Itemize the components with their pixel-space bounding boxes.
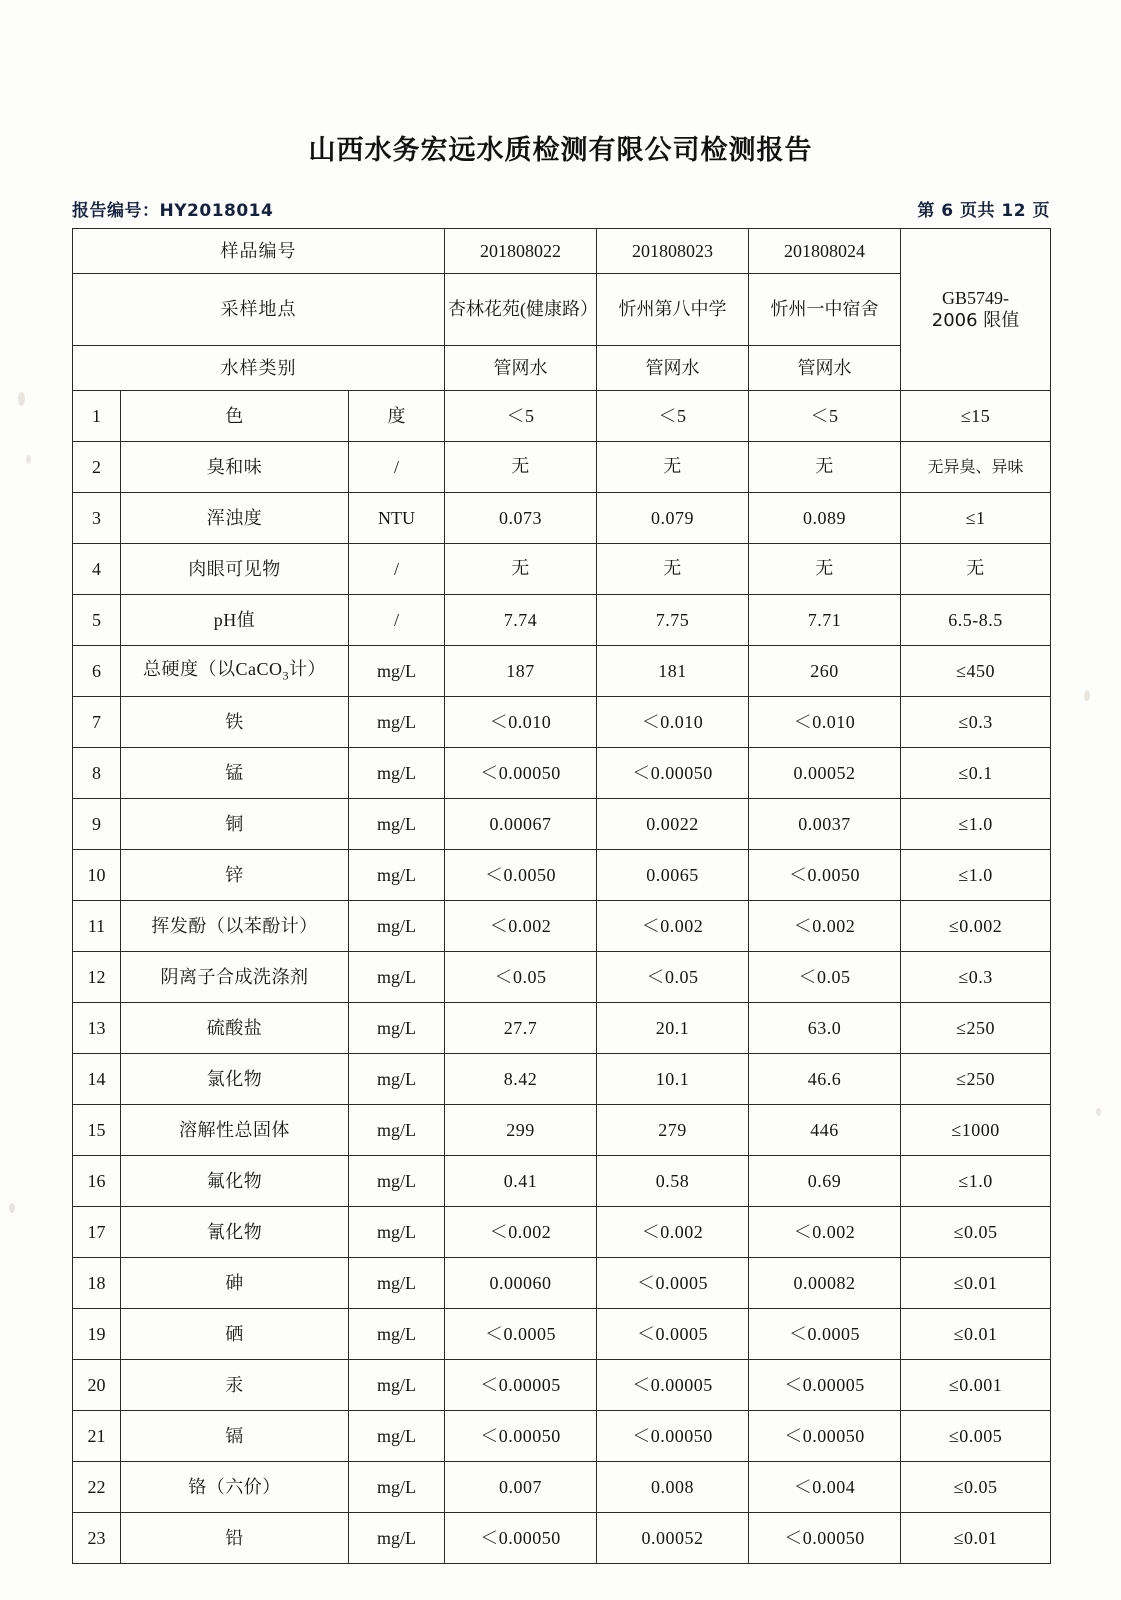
limit-value: ≤0.001: [901, 1360, 1051, 1411]
parameter-name: 铅: [121, 1513, 349, 1564]
value-sample-1: ＜0.002: [445, 901, 597, 952]
value-sample-1: ＜0.0050: [445, 850, 597, 901]
standard-limit-line1: GB5749-: [942, 288, 1010, 308]
limit-value: ≤0.1: [901, 748, 1051, 799]
limit-value: 无: [901, 544, 1051, 595]
header-label-water-type: 水样类别: [73, 346, 445, 391]
value-sample-3: 446: [749, 1105, 901, 1156]
unit: mg/L: [349, 646, 445, 697]
value-sample-3: 46.6: [749, 1054, 901, 1105]
value-sample-1: 8.42: [445, 1054, 597, 1105]
value-sample-2: 10.1: [597, 1054, 749, 1105]
value-sample-2: 无: [597, 442, 749, 493]
limit-value: ≤450: [901, 646, 1051, 697]
value-sample-3: ＜0.00005: [749, 1360, 901, 1411]
limit-value: ≤1000: [901, 1105, 1051, 1156]
value-sample-1: 187: [445, 646, 597, 697]
parameter-name: 色: [121, 391, 349, 442]
value-sample-2: 0.008: [597, 1462, 749, 1513]
table-row: [73, 952, 1051, 1003]
value-sample-3: 0.69: [749, 1156, 901, 1207]
row-index: 5: [73, 595, 121, 646]
parameter-name: 挥发酚（以苯酚计）: [121, 901, 349, 952]
value-sample-2: ＜0.002: [597, 1207, 749, 1258]
site-2: 忻州第八中学: [597, 274, 749, 346]
parameter-name: 锰: [121, 748, 349, 799]
table-row: [73, 391, 1051, 442]
table-row: [73, 1105, 1051, 1156]
row-index: 2: [73, 442, 121, 493]
table-row: [73, 901, 1051, 952]
parameter-name: pH值: [121, 595, 349, 646]
value-sample-2: ＜0.010: [597, 697, 749, 748]
value-sample-2: 7.75: [597, 595, 749, 646]
value-sample-1: 0.00067: [445, 799, 597, 850]
value-sample-1: 无: [445, 544, 597, 595]
unit: mg/L: [349, 1207, 445, 1258]
limit-value: ≤1: [901, 493, 1051, 544]
value-sample-1: ＜5: [445, 391, 597, 442]
parameter-name: 阴离子合成洗涤剂: [121, 952, 349, 1003]
standard-limit-header: [901, 229, 1051, 391]
limit-value: ≤0.01: [901, 1309, 1051, 1360]
limit-value: ≤1.0: [901, 799, 1051, 850]
parameter-name: 硒: [121, 1309, 349, 1360]
unit: /: [349, 544, 445, 595]
row-index: 8: [73, 748, 121, 799]
value-sample-3: ＜5: [749, 391, 901, 442]
value-sample-3: ＜0.002: [749, 901, 901, 952]
value-sample-1: ＜0.00050: [445, 1411, 597, 1462]
value-sample-2: ＜5: [597, 391, 749, 442]
value-sample-3: ＜0.010: [749, 697, 901, 748]
unit: NTU: [349, 493, 445, 544]
row-index: 15: [73, 1105, 121, 1156]
row-index: 22: [73, 1462, 121, 1513]
row-index: 6: [73, 646, 121, 697]
limit-value: ≤0.01: [901, 1258, 1051, 1309]
value-sample-1: 0.41: [445, 1156, 597, 1207]
row-index: 12: [73, 952, 121, 1003]
unit: mg/L: [349, 1411, 445, 1462]
scan-speck: [9, 1203, 15, 1213]
row-index: 19: [73, 1309, 121, 1360]
value-sample-3: ＜0.002: [749, 1207, 901, 1258]
unit: mg/L: [349, 799, 445, 850]
value-sample-1: 无: [445, 442, 597, 493]
value-sample-3: 7.71: [749, 595, 901, 646]
parameter-name: 氟化物: [121, 1156, 349, 1207]
table-row: [73, 1411, 1051, 1462]
value-sample-1: 27.7: [445, 1003, 597, 1054]
value-sample-2: 0.0065: [597, 850, 749, 901]
table-row: [73, 1309, 1051, 1360]
value-sample-3: 260: [749, 646, 901, 697]
value-sample-1: 0.073: [445, 493, 597, 544]
row-index: 16: [73, 1156, 121, 1207]
unit: mg/L: [349, 1462, 445, 1513]
parameter-name: 铁: [121, 697, 349, 748]
unit: mg/L: [349, 1309, 445, 1360]
parameter-name: 汞: [121, 1360, 349, 1411]
limit-value: ≤15: [901, 391, 1051, 442]
limit-value: ≤1.0: [901, 1156, 1051, 1207]
limit-value: ≤250: [901, 1054, 1051, 1105]
value-sample-2: 0.0022: [597, 799, 749, 850]
value-sample-3: 无: [749, 442, 901, 493]
value-sample-3: ＜0.00050: [749, 1513, 901, 1564]
value-sample-2: ＜0.0005: [597, 1258, 749, 1309]
limit-value: 无异臭、异味: [901, 442, 1051, 493]
table-row: [73, 544, 1051, 595]
limit-value: ≤0.05: [901, 1207, 1051, 1258]
scan-speck: [1084, 690, 1090, 701]
value-sample-2: ＜0.0005: [597, 1309, 749, 1360]
value-sample-3: ＜0.05: [749, 952, 901, 1003]
table-row: [73, 595, 1051, 646]
unit: mg/L: [349, 748, 445, 799]
unit: mg/L: [349, 901, 445, 952]
value-sample-2: ＜0.00050: [597, 1411, 749, 1462]
limit-value: ≤250: [901, 1003, 1051, 1054]
row-index: 14: [73, 1054, 121, 1105]
row-index: 1: [73, 391, 121, 442]
sample-no-3: 201808024: [749, 229, 901, 274]
limit-value: ≤0.005: [901, 1411, 1051, 1462]
value-sample-1: ＜0.00050: [445, 748, 597, 799]
row-index: 23: [73, 1513, 121, 1564]
page-title: 山西水务宏远水质检测有限公司检测报告: [308, 135, 813, 166]
value-sample-1: ＜0.002: [445, 1207, 597, 1258]
value-sample-1: ＜0.0005: [445, 1309, 597, 1360]
unit: 度: [349, 391, 445, 442]
row-index: 17: [73, 1207, 121, 1258]
scan-speck: [1096, 1108, 1101, 1116]
scan-speck: [18, 392, 25, 406]
unit: /: [349, 595, 445, 646]
header-label-sample-no: 样品编号: [73, 229, 445, 274]
parameter-name: 氰化物: [121, 1207, 349, 1258]
limit-value: ≤0.05: [901, 1462, 1051, 1513]
table-row: [73, 1513, 1051, 1564]
unit: mg/L: [349, 1003, 445, 1054]
value-sample-1: ＜0.00005: [445, 1360, 597, 1411]
value-sample-1: ＜0.05: [445, 952, 597, 1003]
parameter-name: 溶解性总固体: [121, 1105, 349, 1156]
value-sample-2: 0.00052: [597, 1513, 749, 1564]
row-index: 4: [73, 544, 121, 595]
value-sample-2: ＜0.00005: [597, 1360, 749, 1411]
limit-value: 6.5-8.5: [901, 595, 1051, 646]
table-row: [73, 850, 1051, 901]
table-row: [73, 799, 1051, 850]
value-sample-2: 0.58: [597, 1156, 749, 1207]
value-sample-2: ＜0.00050: [597, 748, 749, 799]
row-index: 9: [73, 799, 121, 850]
unit: mg/L: [349, 1513, 445, 1564]
unit: mg/L: [349, 850, 445, 901]
unit: mg/L: [349, 952, 445, 1003]
header-label-site: 采样地点: [73, 274, 445, 346]
value-sample-1: 0.00060: [445, 1258, 597, 1309]
unit: mg/L: [349, 1105, 445, 1156]
unit: mg/L: [349, 1054, 445, 1105]
limit-value: ≤0.3: [901, 697, 1051, 748]
row-index: 10: [73, 850, 121, 901]
value-sample-1: 299: [445, 1105, 597, 1156]
sample-no-1: 201808022: [445, 229, 597, 274]
parameter-name: 氯化物: [121, 1054, 349, 1105]
water-type-3: 管网水: [749, 346, 901, 391]
value-sample-3: 0.0037: [749, 799, 901, 850]
parameter-name: 臭和味: [121, 442, 349, 493]
parameter-name: 铬（六价）: [121, 1462, 349, 1513]
table-row: [73, 1003, 1051, 1054]
table-row: [73, 442, 1051, 493]
value-sample-1: 7.74: [445, 595, 597, 646]
table-row: [73, 1156, 1051, 1207]
limit-value: ≤0.3: [901, 952, 1051, 1003]
row-index: 21: [73, 1411, 121, 1462]
water-type-1: 管网水: [445, 346, 597, 391]
value-sample-2: 181: [597, 646, 749, 697]
parameter-name: 浑浊度: [121, 493, 349, 544]
unit: /: [349, 442, 445, 493]
value-sample-3: 0.089: [749, 493, 901, 544]
value-sample-1: ＜0.010: [445, 697, 597, 748]
row-index: 13: [73, 1003, 121, 1054]
value-sample-2: ＜0.002: [597, 901, 749, 952]
table-row: [73, 697, 1051, 748]
page-number: 第 6 页共 12 页: [917, 201, 1050, 221]
table-row: [73, 1207, 1051, 1258]
value-sample-3: ＜0.0050: [749, 850, 901, 901]
table-row: [73, 1462, 1051, 1513]
row-index: 11: [73, 901, 121, 952]
table-row: [73, 1258, 1051, 1309]
value-sample-3: 0.00052: [749, 748, 901, 799]
parameter-name: 锌: [121, 850, 349, 901]
parameter-name: 镉: [121, 1411, 349, 1462]
value-sample-3: 63.0: [749, 1003, 901, 1054]
value-sample-3: 0.00082: [749, 1258, 901, 1309]
table-row: [73, 748, 1051, 799]
table-row: [73, 1360, 1051, 1411]
unit: mg/L: [349, 1258, 445, 1309]
scan-speck: [26, 455, 31, 464]
site-3: 忻州一中宿舍: [749, 274, 901, 346]
value-sample-3: ＜0.0005: [749, 1309, 901, 1360]
row-index: 3: [73, 493, 121, 544]
report-number: 报告编号：HY2018014: [72, 201, 274, 221]
value-sample-3: ＜0.004: [749, 1462, 901, 1513]
row-index: 20: [73, 1360, 121, 1411]
unit: mg/L: [349, 697, 445, 748]
parameter-name: 铜: [121, 799, 349, 850]
row-index: 18: [73, 1258, 121, 1309]
table-row: [73, 493, 1051, 544]
value-sample-2: 0.079: [597, 493, 749, 544]
water-type-2: 管网水: [597, 346, 749, 391]
row-index: 7: [73, 697, 121, 748]
table-body: [73, 391, 1051, 1564]
table-row: [73, 1054, 1051, 1105]
parameter-name: 砷: [121, 1258, 349, 1309]
report-meta: [72, 196, 1050, 221]
standard-limit-line2: 2006 限值: [931, 309, 1020, 331]
parameter-name: 总硬度（以CaCO$_3$计）: [121, 646, 349, 697]
value-sample-3: ＜0.00050: [749, 1411, 901, 1462]
parameter-name: 肉眼可见物: [121, 544, 349, 595]
site-1: 杏林花苑(健康路）: [445, 274, 597, 346]
value-sample-1: ＜0.00050: [445, 1513, 597, 1564]
unit: mg/L: [349, 1360, 445, 1411]
sample-no-2: 201808023: [597, 229, 749, 274]
unit: mg/L: [349, 1156, 445, 1207]
limit-value: ≤0.002: [901, 901, 1051, 952]
value-sample-3: 无: [749, 544, 901, 595]
value-sample-2: 20.1: [597, 1003, 749, 1054]
limit-value: ≤0.01: [901, 1513, 1051, 1564]
value-sample-2: 279: [597, 1105, 749, 1156]
limit-value: ≤1.0: [901, 850, 1051, 901]
table-row: [73, 646, 1051, 697]
value-sample-2: 无: [597, 544, 749, 595]
value-sample-2: ＜0.05: [597, 952, 749, 1003]
parameter-name: 硫酸盐: [121, 1003, 349, 1054]
test-results-table: [72, 228, 1051, 1564]
table-header-sample-no: [73, 229, 1051, 274]
value-sample-1: 0.007: [445, 1462, 597, 1513]
